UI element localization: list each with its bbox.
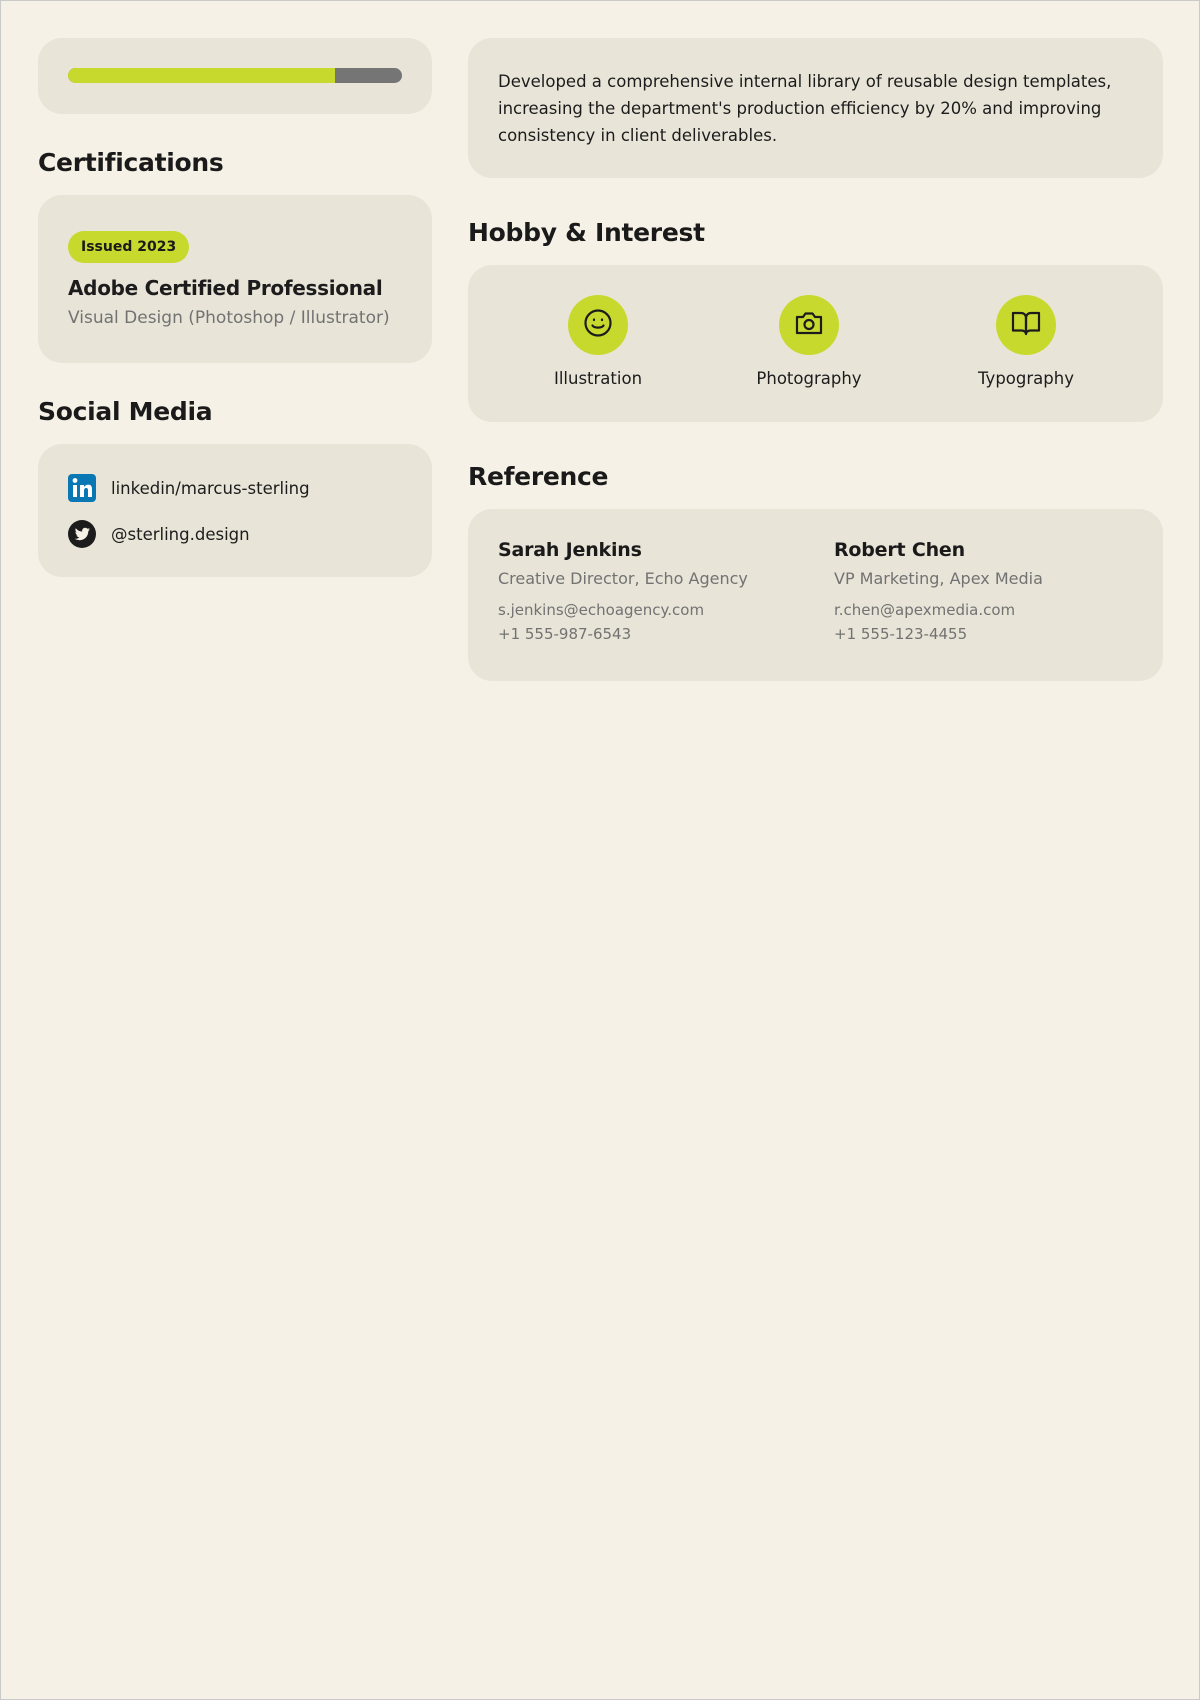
hobby-item-photography: [729, 295, 889, 388]
achievement-card: [468, 38, 1163, 178]
hobby-interest-title: Hobby & Interest: [468, 218, 705, 247]
reference-item: [834, 539, 1043, 646]
right-column: [468, 38, 1163, 681]
hobby-card: [468, 265, 1163, 422]
hobby-item-illustration: [518, 295, 678, 388]
hobby-icon-circle: [779, 295, 839, 355]
reference-phone[interactable]: +1 555-987-6543: [498, 625, 632, 643]
twitter-handle: @sterling.design: [111, 524, 250, 544]
reference-item: [498, 539, 748, 646]
certification-detail: Visual Design (Photoshop / Illustrator): [68, 308, 390, 328]
reference-email[interactable]: r.chen@apexmedia.com: [834, 601, 1016, 619]
smiley-icon: [583, 308, 613, 342]
reference-role: VP Marketing, Apex Media: [834, 569, 1043, 588]
hobby-icon-circle: [996, 295, 1056, 355]
left-column: [38, 38, 432, 577]
hobby-label: Typography: [978, 369, 1074, 388]
reference-role: Creative Director, Echo Agency: [498, 569, 748, 588]
issued-badge: Issued 2023: [68, 231, 189, 263]
hobby-item-typography: [946, 295, 1106, 388]
certification-card: [38, 195, 432, 363]
linkedin-handle: linkedin/marcus-sterling: [111, 478, 310, 498]
skill-progress-fill: [68, 68, 335, 83]
skill-progress-bar: [68, 68, 402, 83]
book-icon: [1010, 308, 1042, 342]
social-media-title: Social Media: [38, 397, 213, 426]
twitter-icon: [68, 520, 96, 548]
hobby-label: Illustration: [553, 369, 643, 388]
reference-title: Reference: [468, 462, 609, 491]
skill-card: [38, 38, 432, 114]
reference-name: Robert Chen: [834, 539, 965, 561]
certification-name: Adobe Certified Professional: [68, 276, 383, 300]
camera-icon: [793, 308, 825, 342]
reference-name: Sarah Jenkins: [498, 539, 642, 561]
certifications-title: Certifications: [38, 148, 224, 177]
hobby-label: Photography: [756, 369, 862, 388]
reference-email[interactable]: s.jenkins@echoagency.com: [498, 601, 705, 619]
hobby-icon-circle: [568, 295, 628, 355]
social-item-linkedin[interactable]: [68, 474, 402, 502]
social-media-card: [38, 444, 432, 577]
social-item-twitter[interactable]: [68, 520, 402, 548]
achievement-text: Developed a comprehensive internal library of reusable design templates, increasing the department's production efficiency by 20% and improving consistency in client deliverables.: [498, 72, 1112, 145]
reference-phone[interactable]: +1 555-123-4455: [834, 625, 968, 643]
linkedin-icon: [68, 474, 96, 502]
reference-card: [468, 509, 1163, 681]
